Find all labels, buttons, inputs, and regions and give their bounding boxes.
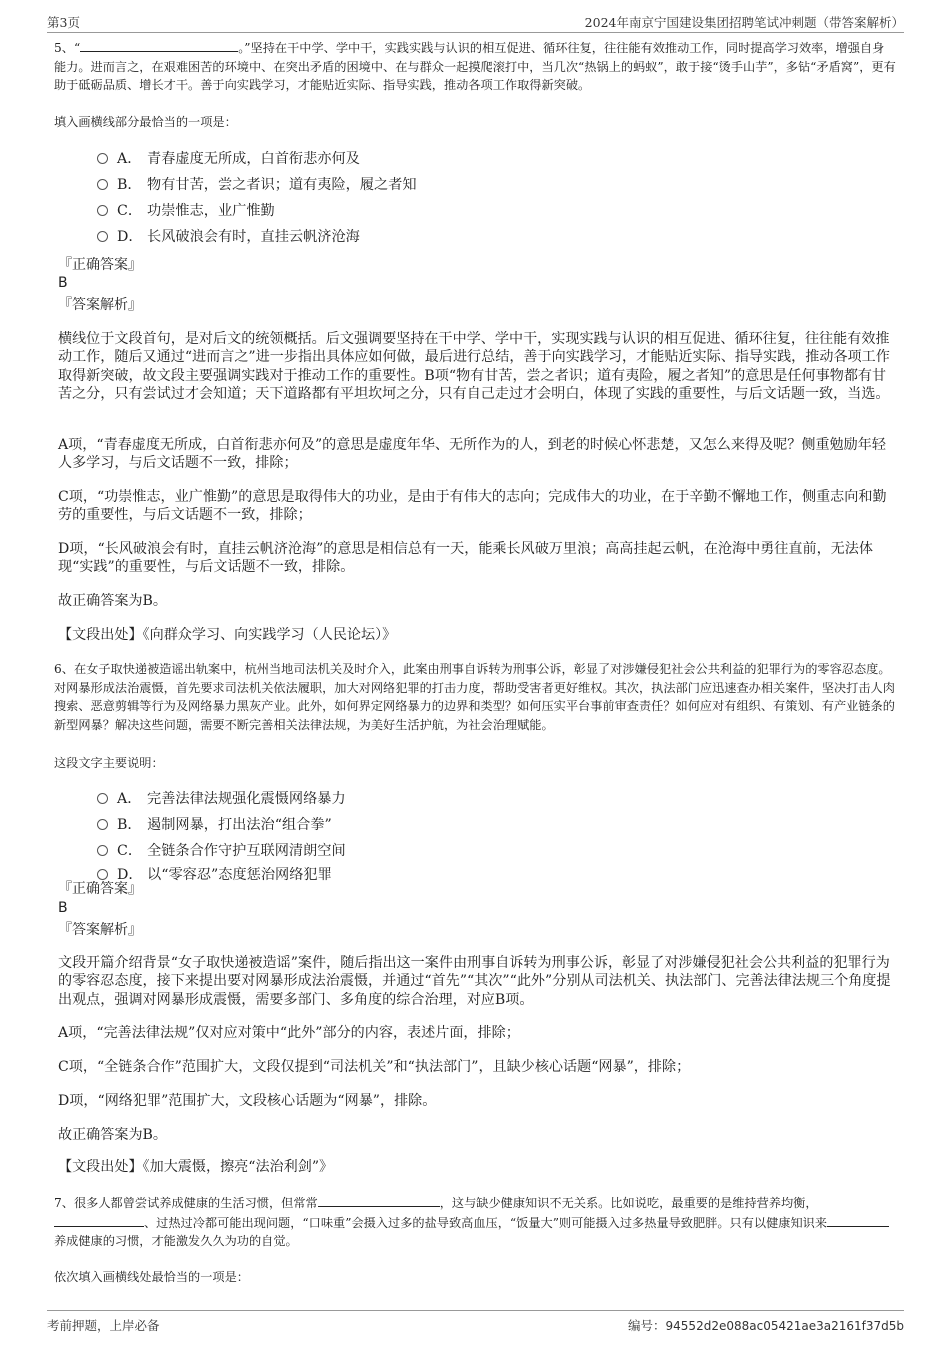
question-prompt: 这段文字主要说明： (54, 756, 164, 770)
question-prompt: 填入画横线部分最恰当的一项是： (54, 115, 237, 129)
analysis-option-d: D项，“长风破浪会有时，直挂云帆济沧海”的意思是相信总有一天，能乘长风破万里浪；高高挂起云帆，在沧海中勇往直前，无法体现“实践”的重要性，与后文话题不一致，排除。 (58, 541, 873, 576)
analysis-text: 横线位于文段首句，是对后文的统领概括。后文强调要坚持在干中学、学中干，实现实践与认识的相互促进、循环往复，往往能有效推动工作，随后又通过“进而言之”进一步指出具体应如何做，最后进行总结，善于向实践学习，才能贴近实际、指导实践，推动各项工作取得新突破，故文段主要强调实践对于推动工作的重要性。B项“物有甘苦，尝之者识；道有夷险，履之者知”的意思是任何事物都有甘苦之分，只有尝试过才会知道；天下道路都有平坦坎坷之分，只有自己走过才会明白，体现了实践的重要性，与后文话题一致，当选。 (58, 331, 890, 403)
radio-circle-icon[interactable] (97, 819, 108, 830)
correct-answer: B (58, 275, 68, 291)
document-code: 编号：94552d2e088ac05421ae3a2161f37d5b (628, 1318, 904, 1333)
option-a[interactable]: A． 完善法律法规强化震慑网络暴力 (97, 788, 346, 810)
option-d[interactable]: D． 长风破浪会有时，直挂云帆济沧海 (97, 226, 360, 248)
radio-circle-icon[interactable] (97, 793, 108, 804)
analysis-option-a: A项，“青春虚度无所成，白首衔悲亦何及”的意思是虚度年华、无所作为的人，到老的时候心怀悲楚，又怎么来得及呢？侧重勉励年轻人多学习，与后文话题不一致，排除； (58, 437, 886, 472)
correct-answer-label: 『正确答案』 (58, 881, 142, 897)
question-prompt: 依次填入画横线处最恰当的一项是： (54, 1270, 249, 1284)
radio-circle-icon[interactable] (97, 205, 108, 216)
option-c[interactable]: C． 全链条合作守护互联网清朗空间 (97, 840, 346, 862)
question-number: 7、 (54, 1196, 74, 1210)
radio-circle-icon[interactable] (97, 179, 108, 190)
question-5-stem (54, 38, 896, 95)
document-title: 2024年南京宁国建设集团招聘笔试冲刺题（带答案解析） (584, 15, 904, 30)
analysis-label: 『答案解析』 (58, 297, 142, 313)
correct-answer: B (58, 900, 68, 916)
radio-circle-icon[interactable] (97, 153, 108, 164)
analysis-option-c: C项，“功崇惟志，业广惟勤”的意思是取得伟大的功业，是由于有伟大的志向；完成伟大的功业，在于辛勤不懈地工作，侧重志向和勤劳的重要性，与后文话题不一致，排除； (58, 489, 887, 524)
analysis-option-c: C项，“全链条合作”范围扩大，文段仅提到“司法机关”和“执法部门”，且缺少核心话题“网暴”，排除； (58, 1059, 691, 1075)
fill-blank (827, 1213, 889, 1227)
page-header (47, 10, 904, 33)
source-citation: 【文段出处】《加大震慑，擦亮“法治利剑”》 (58, 1159, 334, 1175)
question-text: 。”坚持在干中学、学中干，实践实践与认识的相互促进、循环往复，往往能有效推动工作，同时提高学习效率，增强自身能力。进而言之，在艰难困苦的环境中、在突出矛盾的困境中、在与群众一起摸爬滚打中，当几次“热锅上的蚂蚁”，敢于接“烫手山芋”，多钻“矛盾窝”，更有助于砥砺品质、增长才干。善于向实践学习，才能贴近实际、指导实践，推动各项工作取得新突破。 (54, 41, 896, 93)
option-b[interactable]: B． 遏制网暴，打出法治“组合拳” (97, 814, 332, 836)
question-7-stem: 7、很多人都曾尝试养成健康的生活习惯，但常常 ，这与缺少健康知识不无关系。比如说吃，最重要的是维持营养均衡，、过热过冷都可能出现问题，“口味重”会摄入过多的盐导致高血压，“饭量大”则可能摄入过多热量导致肥胖。只有以健康知识来养成健康的习惯，才能激发久久为功的自觉。 (54, 1193, 896, 1251)
radio-circle-icon[interactable] (97, 869, 108, 880)
question-number: 5、“ (54, 41, 81, 55)
fill-blank (318, 1193, 440, 1207)
page-footer (47, 1310, 904, 1337)
option-b[interactable]: B． 物有甘苦，尝之者识；道有夷险，履之者知 (97, 174, 417, 196)
footer-slogan: 考前押题，上岸必备 (47, 1318, 160, 1333)
radio-circle-icon[interactable] (97, 231, 108, 242)
fill-blank (54, 1213, 144, 1227)
radio-circle-icon[interactable] (97, 845, 108, 856)
question-number: 6、 (54, 662, 74, 676)
option-d[interactable]: D． 以“零容忍”态度惩治网络犯罪 (97, 864, 332, 886)
conclusion: 故正确答案为B。 (58, 1127, 168, 1143)
analysis-label: 『答案解析』 (58, 922, 142, 938)
analysis-option-a: A项，“完善法律法规”仅对应对策中“此外”部分的内容，表述片面，排除； (58, 1025, 520, 1041)
analysis-text: 文段开篇介绍背景“女子取快递被造谣”案件，随后指出这一案件由刑事自诉转为刑事公诉，彰显了对涉嫌侵犯社会公共利益的犯罪行为的零容忍态度，接下来提出要对网暴形成法治震慑，并通过“首先”“其次”“此外”分别从司法机关、执法部门、完善法律法规三个角度提出观点，强调对网暴形成震慑，需要多部门、多角度的综合治理，对应B项。 (58, 955, 891, 1008)
page-number: 第3页 (47, 15, 80, 30)
option-a[interactable]: A． 青春虚度无所成，白首衔悲亦何及 (97, 148, 360, 170)
analysis-option-d: D项，“网络犯罪”范围扩大，文段核心话题为“网暴”，排除。 (58, 1093, 437, 1109)
option-c[interactable]: C． 功崇惟志，业广惟勤 (97, 200, 275, 222)
fill-blank (80, 38, 238, 52)
conclusion: 故正确答案为B。 (58, 593, 168, 609)
correct-answer-label: 『正确答案』 (58, 257, 142, 273)
source-citation: 【文段出处】《向群众学习、向实践学习（人民论坛）》 (58, 627, 397, 643)
question-6-stem (54, 660, 896, 734)
question-text: 在女子取快递被造谣出轨案中，杭州当地司法机关及时介入，此案由刑事自诉转为刑事公诉，彰显了对涉嫌侵犯社会公共利益的犯罪行为的零容忍态度。对网暴形成法治震慑，首先要求司法机关依法履职，加大对网络犯罪的打击力度，帮助受害者更好维权。其次，执法部门应迅速查办相关案件，坚决打击人肉搜索、恶意剪辑等行为及网络暴力黑灰产业。此外，如何界定网络暴力的边界和类型？如何压实平台事前审查责任？如何应对有组织、有策划、有产业链条的新型网暴？解决这些问题，需要不断完善相关法律法规，为美好生活护航，为社会治理赋能。 (54, 662, 895, 732)
